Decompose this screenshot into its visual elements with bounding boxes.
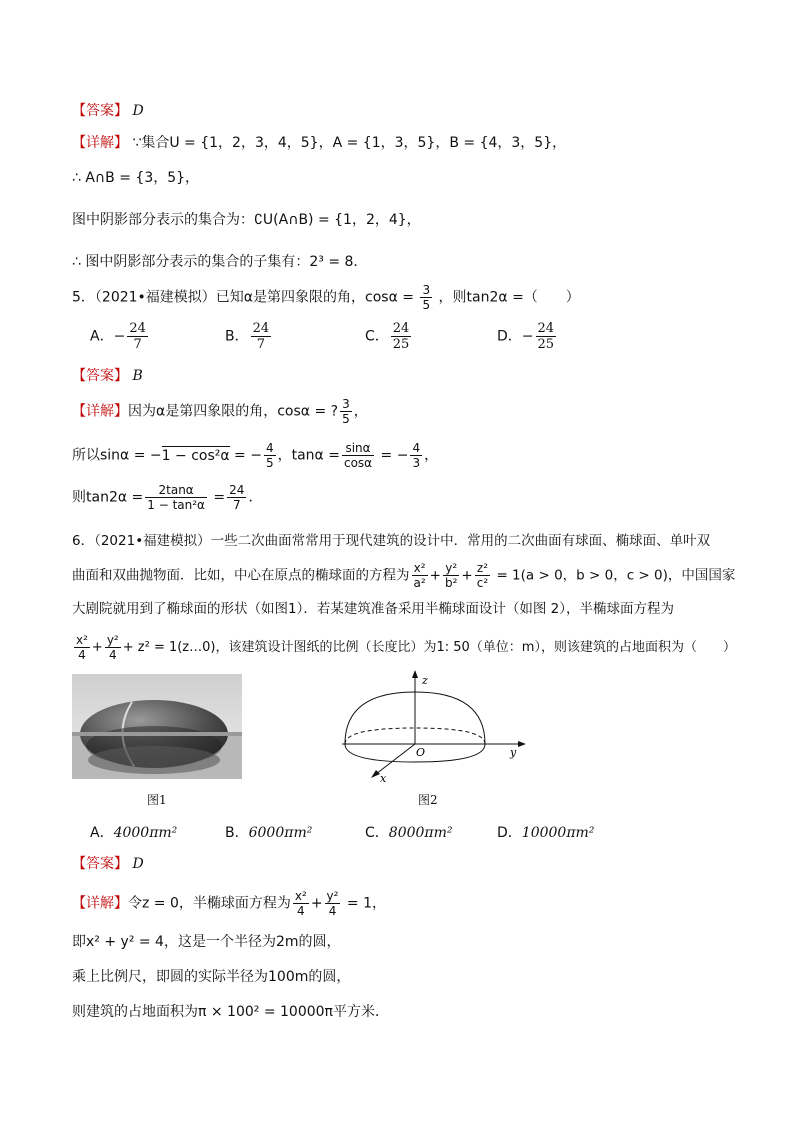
q5-detail-line-3: 则tan2α = $\frac{2\tan\alpha}{\text{1 − tan²α}}$ = $\frac{24}{7}$ ． <box>72 483 263 512</box>
q6-detail-line-3: 乘上比例尺，即圆的实际半径为100m的圆， <box>72 969 351 985</box>
x-axis-arrow-icon <box>371 770 380 778</box>
q6-option-c: C．8000πm² <box>365 825 453 841</box>
q4-detail-line-4: ∴ 图中阴影部分表示的集合的子集有：2³ = 8． <box>72 254 368 270</box>
detail-tag: 【详解】 <box>72 135 128 151</box>
x-axis-label: x <box>380 772 387 784</box>
answer-tag: 【答案】 <box>72 103 128 119</box>
q6-option-b: B．6000πm² <box>225 825 313 841</box>
z-axis-label: z <box>422 674 428 687</box>
q5-answer: B <box>132 368 143 384</box>
q4-answer-line <box>72 101 144 121</box>
q4-detail-line-3: 图中阴影部分表示的集合为：∁U(A∩B) = {1，2，4}， <box>72 212 421 228</box>
q6-answer: D <box>132 856 144 872</box>
q5-detail-line-1: 【详解】因为α是第四象限的角，cosα = ? $\frac{3}{5}$ ， <box>72 397 368 426</box>
q6-stem-line-2: 曲面和双曲抛物面．比如，中心在原点的椭球面的方程为 $\frac{\text{x²}}{\text{a²}}$ + $\frac{\text{y²}}{\text{b²}}$ + $\frac{\text{z²}}{\text{c²}}$ = 1(a > 0，b > 0，c > 0)，中国国家 <box>72 561 736 590</box>
q6-detail-line-2: 即x² + y² = 4，这是一个半径为2m的圆， <box>72 934 341 950</box>
grand-theatre-photo <box>72 674 242 779</box>
q4-detail-line-1 <box>72 133 566 153</box>
q6-stem-line-4: $\frac{\text{x²}}{4}$ + $\frac{\text{y²}}{4}$ + z² = 1(z…0)，该建筑设计图纸的比例（长度比）为1: 50（单位：m），则该建筑的占地面积为（ ） <box>76 633 736 662</box>
half-ellipsoid-diagram <box>340 664 530 784</box>
q5-detail-line-2: 所以sinα = −1 − cos²α = − $\frac{4}{5}$ ，tanα = $\frac{\sin\alpha}{\cos\alpha}$ = − $\frac{4}{3}$ ， <box>72 441 439 470</box>
q6-stem-line-1: 6．（2021•福建模拟）一些二次曲面常常用于现代建筑的设计中．常用的二次曲面有球面、椭球面、单叶双 <box>72 533 711 549</box>
y-axis-label: y <box>510 746 517 759</box>
x-axis <box>376 744 415 774</box>
q4-detail-line-2: ∴ A∩B = {3，5}， <box>72 170 200 186</box>
base-front-arc <box>345 744 485 762</box>
origin-label: O <box>416 746 426 759</box>
q5-stem-fraction: $\frac{3}{5}$ <box>422 283 431 312</box>
q5-stem-pre: 5．（2021•福建模拟）已知α是第四象限的角，cosα = <box>72 289 414 306</box>
sqrt-expression: 1 − cos²α <box>161 447 230 464</box>
q6-detail-line-1: 【详解】令z = 0，半椭球面方程为 $\frac{\text{x²}}{4}$ + $\frac{\text{y²}}{4}$ = 1， <box>72 889 387 918</box>
q6-stem-line-3: 大剧院就用到了椭球面的形状（如图1）．若某建筑准备采用半椭球面设计（如图 2），半椭球面方程为 <box>72 601 674 617</box>
q5-option-c: C． $\frac{24}{25}$ <box>365 321 410 352</box>
q6-option-a: A．4000πm² <box>90 825 178 841</box>
q6-option-d: D．10000πm² <box>497 825 595 841</box>
y-axis-arrow-icon <box>518 741 526 747</box>
q5-option-a: A．− $\frac{24}{7}$ <box>90 321 146 352</box>
q5-answer-line: 【答案】 B <box>72 368 143 384</box>
fig1-caption: 图1 <box>147 793 167 807</box>
q5-option-b: B． $\frac{24}{7}$ <box>225 321 270 352</box>
q5-option-d: D．− $\frac{24}{25}$ <box>497 321 555 352</box>
q5-stem-post: ，则tan2α =（ ） <box>438 289 580 306</box>
q6-detail-line-4: 则建筑的占地面积为π × 100² = 10000π平方米． <box>72 1004 389 1020</box>
q5-stem <box>72 284 580 311</box>
q4-answer: D <box>132 103 144 119</box>
q4-detail-text-1: ∵集合U = {1，2，3，4，5}，A = {1，3，5}，B = {4，3，5}， <box>132 135 567 151</box>
z-axis-arrow-icon <box>412 670 418 678</box>
fig2-caption: 图2 <box>418 793 438 807</box>
q6-answer-line: 【答案】 D <box>72 856 144 872</box>
